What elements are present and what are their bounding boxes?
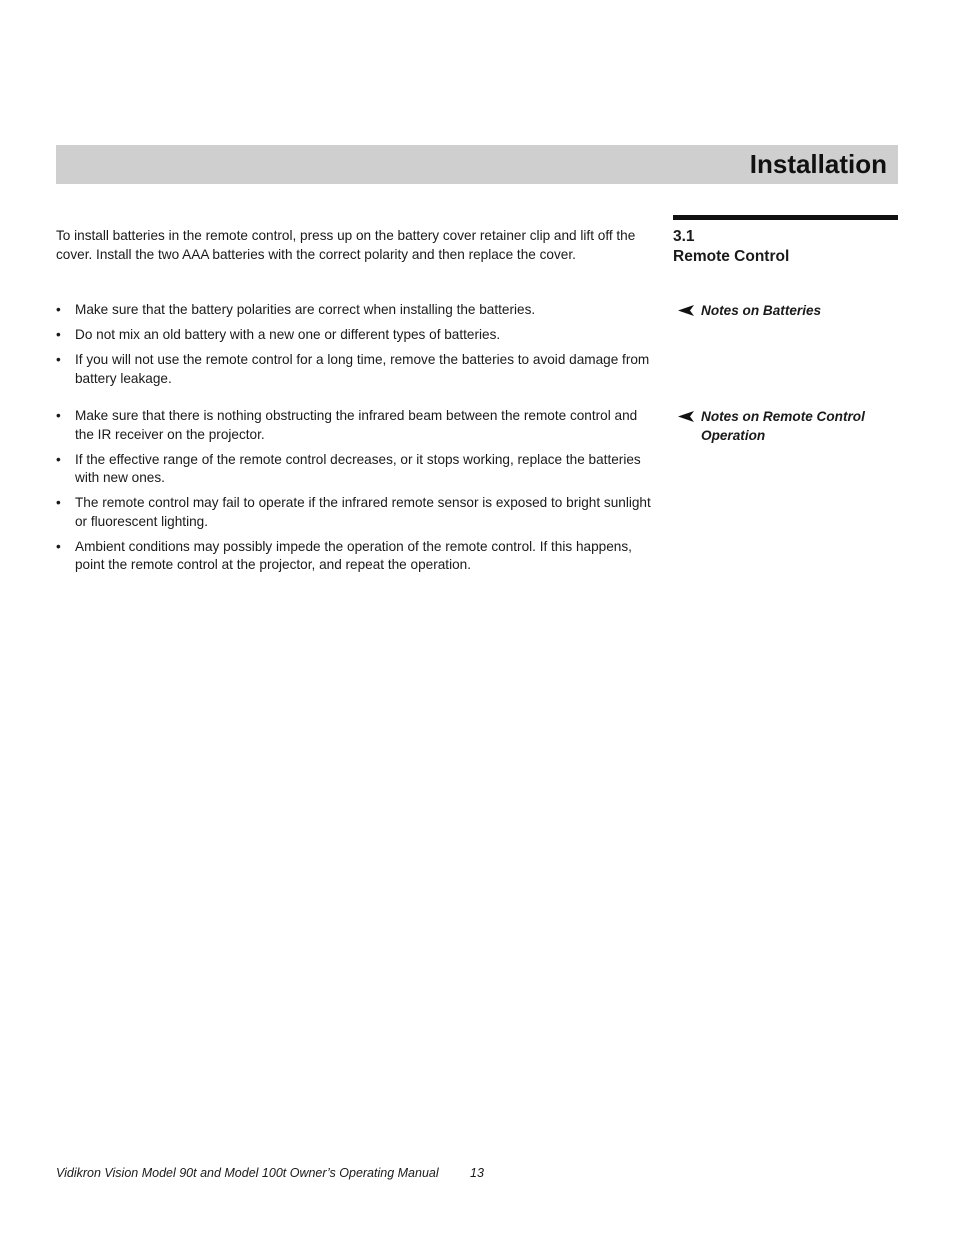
list-item xyxy=(56,407,656,444)
side-note-label: Notes on Remote Control Operation xyxy=(701,409,865,443)
list-item xyxy=(56,494,656,531)
section-number: 3.1 xyxy=(673,228,695,245)
footer-manual-title: Vidikron Vision Model 90t and Model 100t Owner’s Operating Manual xyxy=(56,1166,439,1180)
chapter-header-bar xyxy=(56,145,898,184)
chapter-title: Installation xyxy=(749,149,887,179)
list-item-text: If the effective range of the remote control decreases, or it stops working, replace the batteries with new ones. xyxy=(75,451,641,486)
bullet-glyph: • xyxy=(56,538,61,554)
battery-notes-list xyxy=(56,301,656,395)
section-title: Remote Control xyxy=(673,248,790,265)
list-item xyxy=(56,351,656,388)
side-note-batteries xyxy=(678,301,893,320)
side-note-label: Notes on Batteries xyxy=(701,303,822,318)
bullet-glyph: • xyxy=(56,302,61,317)
bullet-glyph: • xyxy=(56,408,61,423)
section-rule xyxy=(673,215,898,220)
list-item xyxy=(56,301,656,320)
bullet-glyph: • xyxy=(56,351,61,367)
arrow-left-icon xyxy=(678,305,694,316)
list-item-text: If you will not use the remote control for a long time, remove the batteries to avoid damage from battery leakage. xyxy=(75,351,650,386)
page-number: 13 xyxy=(470,1166,484,1180)
bullet-glyph: • xyxy=(56,495,61,511)
list-item-text: The remote control may fail to operate if the infrared remote sensor is exposed to bright sunlight or fluorescent lighting. xyxy=(75,495,651,529)
list-item-text: Do not mix an old battery with a new one or different types of batteries. xyxy=(75,326,501,342)
list-item xyxy=(56,451,656,488)
list-item-text: Ambient conditions may possibly impede the operation of the remote control. If this happens, point the remote control at the projector, and repeat the operation. xyxy=(75,538,632,573)
bullet-glyph: • xyxy=(56,326,61,342)
side-note-operation xyxy=(678,407,893,445)
list-item xyxy=(56,538,656,575)
arrow-left-icon xyxy=(678,411,694,422)
bullet-glyph: • xyxy=(56,451,61,467)
operation-notes-list xyxy=(56,407,656,581)
list-item-text: Make sure that there is nothing obstructing the infrared beam between the remote control and the IR receiver on the projector. xyxy=(75,408,638,442)
intro-paragraph: To install batteries in the remote control, press up on the battery cover retainer clip and lift off the cover. Install the two AAA batteries with the correct polarity and then replace the cover. xyxy=(56,228,636,262)
list-item xyxy=(56,326,656,345)
list-item-text: Make sure that the battery polarities are correct when installing the batteries. xyxy=(75,302,536,317)
